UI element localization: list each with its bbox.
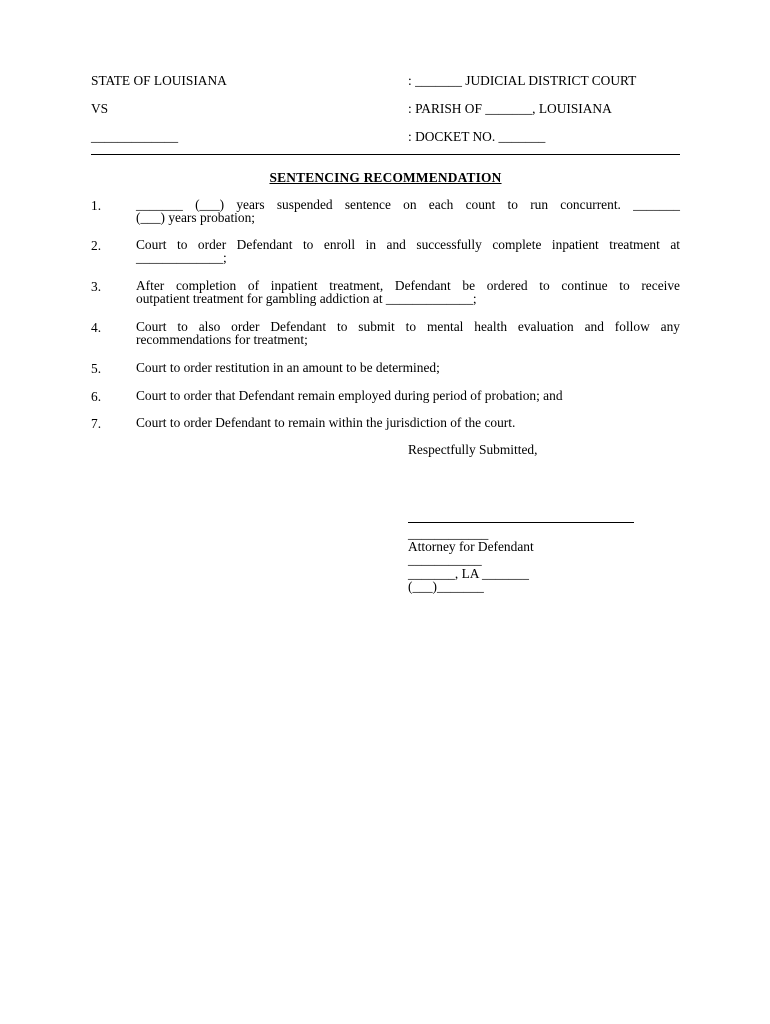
item-text-continued: _____________;	[136, 250, 227, 265]
item-text: Court to order that Defendant remain employed during period of probation; and	[136, 388, 563, 403]
item-text: Court to order Defendant to enroll in and successfully complete inpatient treatment at	[136, 237, 680, 252]
item-text: _______ (___) years suspended sentence on each count to run concurrent. _______	[136, 197, 680, 212]
list-item	[91, 320, 680, 346]
item-text-continued: outpatient treatment for gambling addiction at _____________;	[136, 291, 477, 306]
signature-line	[408, 522, 634, 523]
caption-court: : _______ JUDICIAL DISTRICT COURT	[408, 73, 637, 88]
caption-parish: : PARISH OF _______, LOUISIANA	[408, 101, 612, 116]
caption-docket: : DOCKET NO. _______	[408, 129, 546, 144]
item-text-continued: recommendations for treatment;	[136, 332, 308, 347]
list-item	[91, 416, 680, 429]
list-item	[91, 389, 680, 402]
list-item	[91, 238, 680, 264]
caption-defendant-blank: _____________	[91, 129, 179, 144]
item-text: Court to also order Defendant to submit to mental health evaluation and follow any	[136, 319, 680, 334]
attorney-role: Attorney for Defendant	[408, 539, 534, 554]
item-text-continued: (___) years probation;	[136, 210, 255, 225]
address-blank: ___________	[408, 552, 482, 567]
list-item	[91, 198, 680, 224]
item-number: 2.	[91, 238, 102, 253]
item-text: After completion of inpatient treatment, Defendant be ordered to continue to receive	[136, 278, 680, 293]
item-number: 1.	[91, 198, 102, 213]
list-item	[91, 279, 680, 305]
item-text: Court to order Defendant to remain within the jurisdiction of the court.	[136, 415, 516, 430]
item-number: 5.	[91, 361, 102, 376]
caption-divider	[91, 154, 680, 155]
item-number: 3.	[91, 279, 102, 294]
item-number: 7.	[91, 416, 102, 431]
item-number: 6.	[91, 389, 102, 404]
caption-vs: VS	[91, 101, 109, 116]
phone-number: (___)_______	[408, 579, 484, 594]
document-title: SENTENCING RECOMMENDATION	[269, 170, 502, 185]
attorney-name-blank: ____________	[408, 526, 489, 541]
city-state-zip: _______, LA _______	[408, 566, 529, 581]
closing-text: Respectfully Submitted,	[408, 442, 538, 457]
caption-state: STATE OF LOUISIANA	[91, 73, 227, 88]
item-text: Court to order restitution in an amount to be determined;	[136, 360, 440, 375]
list-item	[91, 361, 680, 374]
item-number: 4.	[91, 320, 102, 335]
